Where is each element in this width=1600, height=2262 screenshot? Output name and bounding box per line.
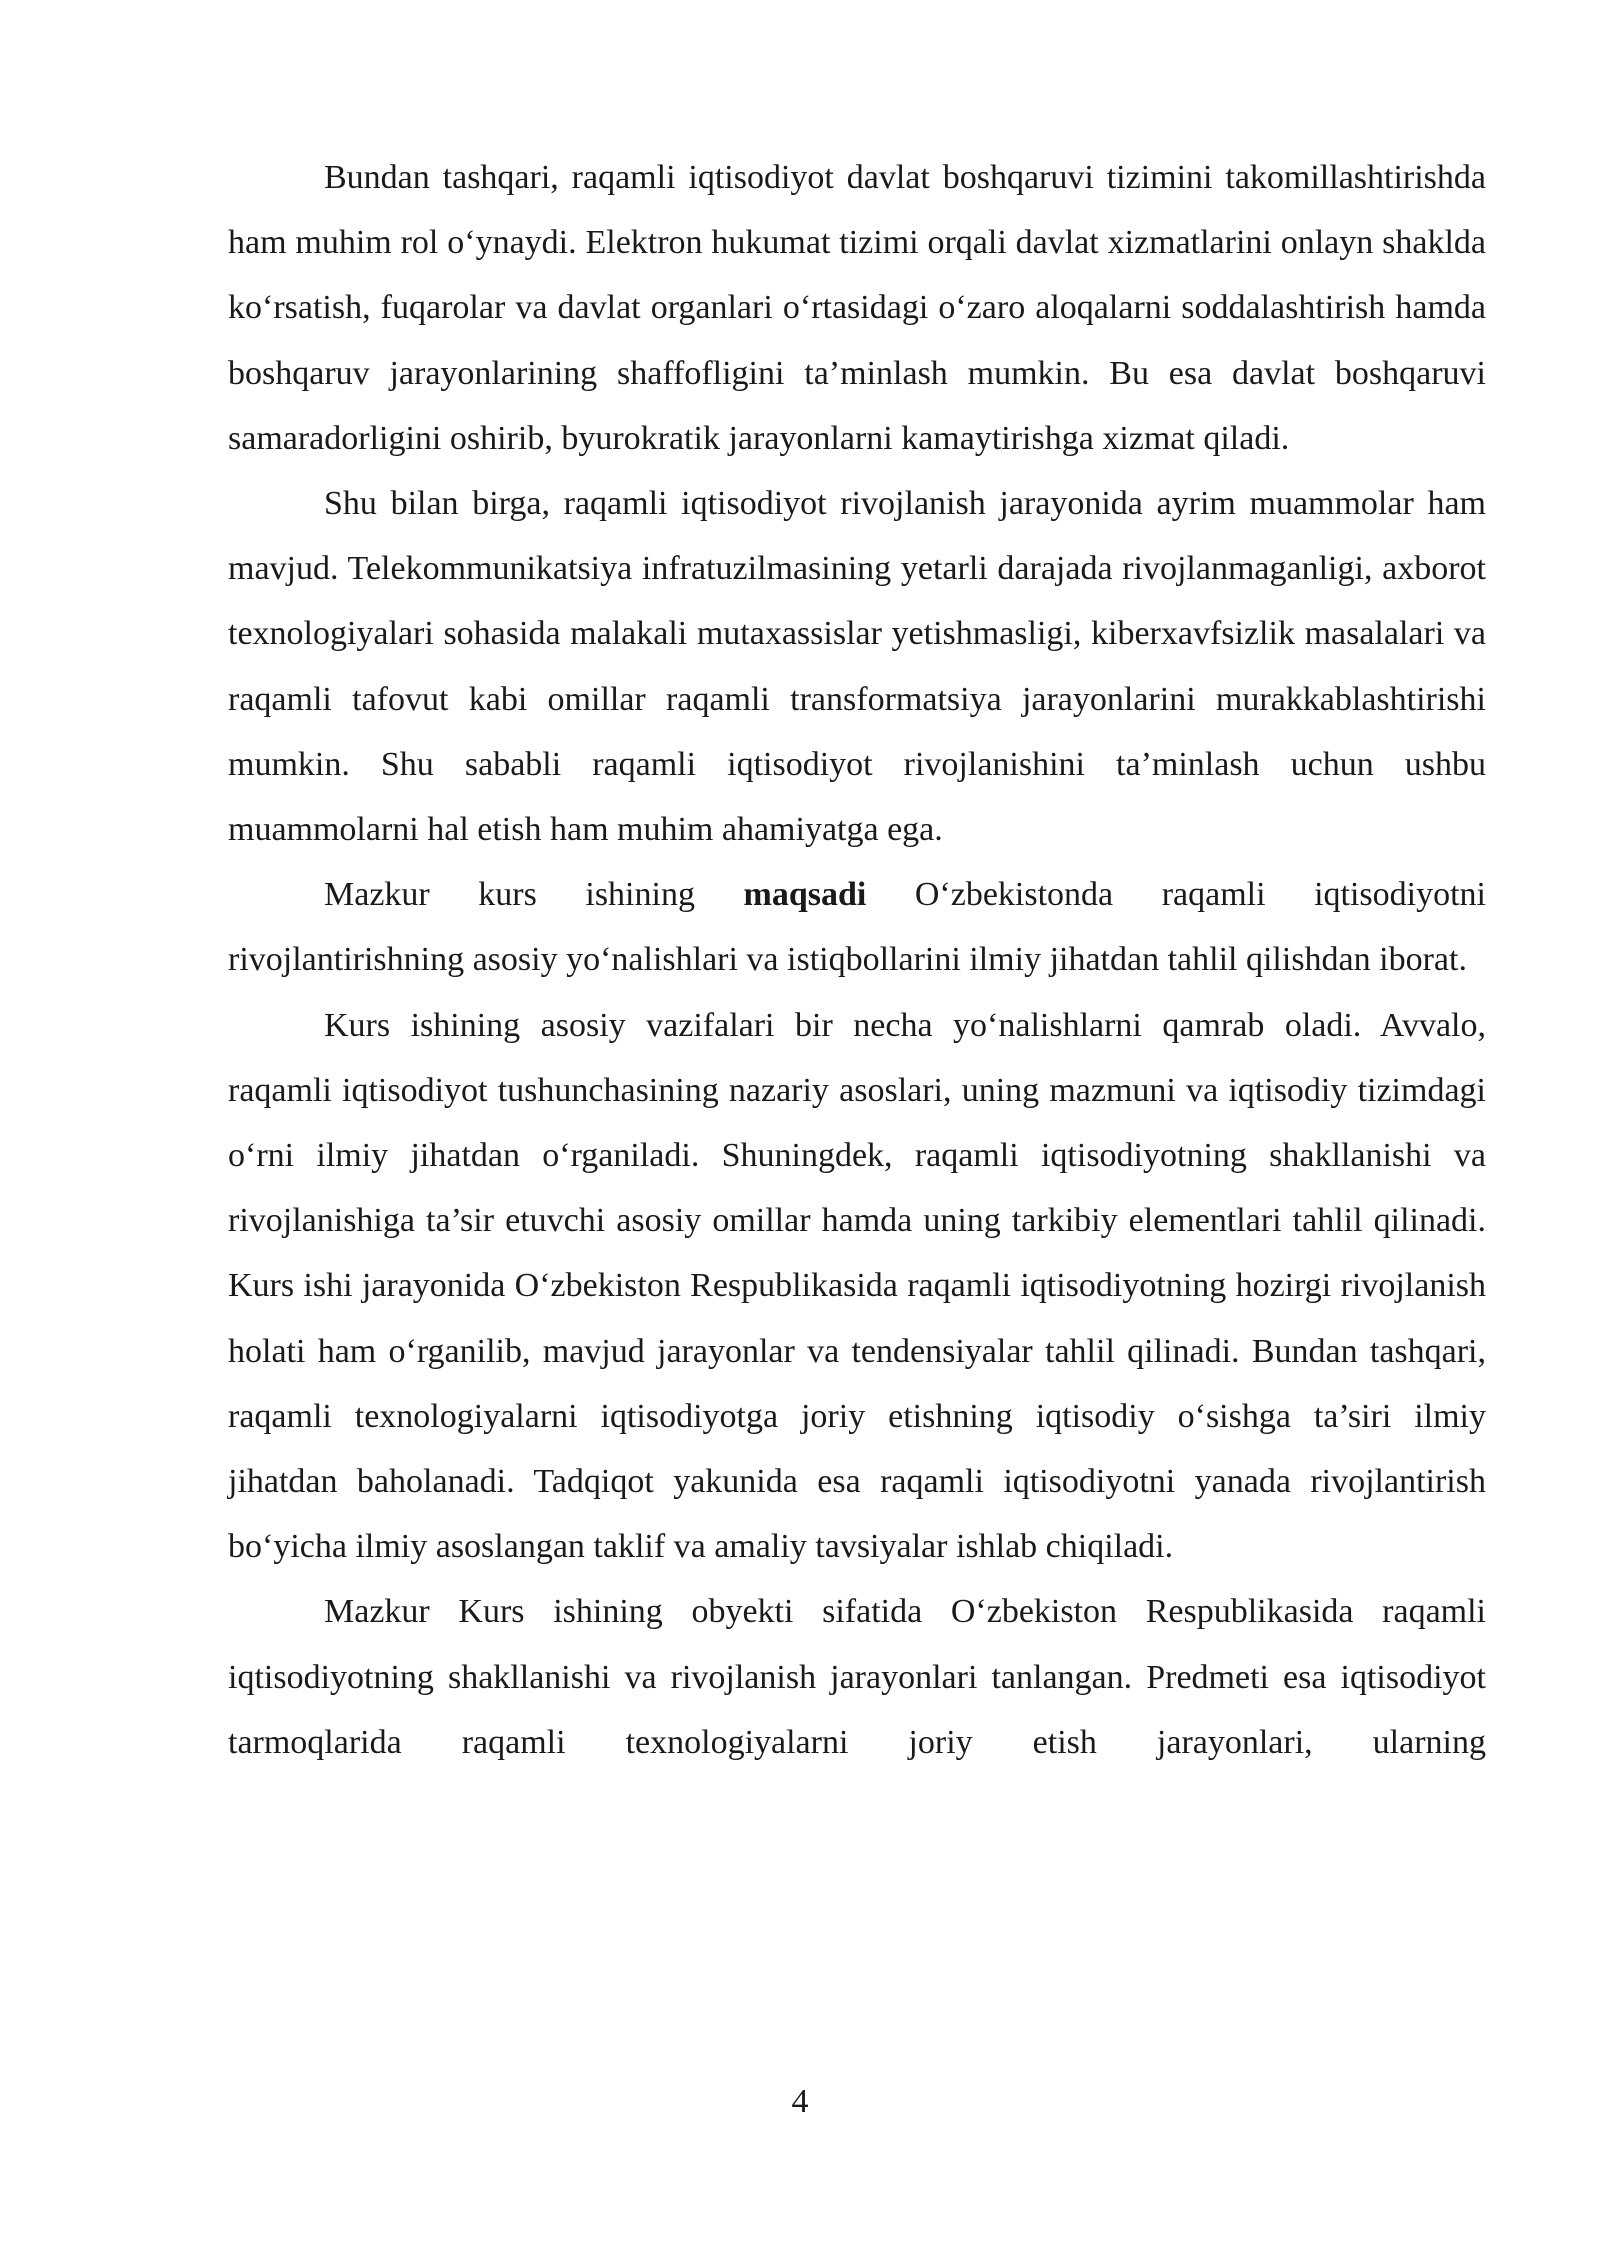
page-number: 4 bbox=[791, 2083, 809, 2120]
paragraph-5: Mazkur Kurs ishining obyekti sifatida O‘zbekiston Respublikasida raqamli iqtisodiyotning shakllanishi va rivojlanish jarayonlari tanlangan. Predmeti esa iqtisodiyot tarmoqlarida raqamli texnologiyalarni joriy etish jarayonlari, ularning bbox=[228, 1593, 1486, 1761]
paragraph-3 bbox=[228, 862, 1486, 992]
paragraph-4: Kurs ishining asosiy vazifalari bir necha yo‘nalishlarni qamrab oladi. Avvalo, raqamli iqtisodiyot tushunchasining nazariy asoslari, uning mazmuni va iqtisodiy tizimdagi o‘rni ilmiy jihatdan o‘rganiladi. Shuningdek, raqamli iqtisodiyotning shakllanishi va rivojlanishiga ta’sir etuvchi asosiy omillar hamda uning tarkibiy elementlari tahlil qilinadi. Kurs ishi jarayonida O‘zbekiston Respublikasida raqamli iqtisodiyotning hozirgi rivojlanish holati ham o‘rganilib, mavjud jarayonlar va tendensiyalar tahlil qilinadi. Bundan tashqari, raqamli texnologiyalarni iqtisodiyotga joriy etishning iqtisodiy o‘sishga ta’siri ilmiy jihatdan baholanadi. Tadqiqot yakunida esa raqamli iqtisodiyotni yanada rivojlantirish bo‘yicha ilmiy asoslangan taklif va amaliy tavsiyalar ishlab chiqiladi. bbox=[228, 1006, 1486, 1566]
paragraph-1: Bundan tashqari, raqamli iqtisodiyot davlat boshqaruvi tizimini takomillashtirishda ham muhim rol o‘ynaydi. Elektron hukumat tizimi orqali davlat xizmatlarini onlayn shaklda ko‘rsatish, fuqarolar va davlat organlari o‘rtasidagi o‘zaro aloqalarni soddalashtirish hamda boshqaruv jarayonlarining shaffofligini ta’minlash mumkin. Bu esa davlat boshqaruvi samaradorligini oshirib, byurokratik jarayonlarni kamaytirishga xizmat qiladi. bbox=[228, 159, 1486, 457]
bold-term-maqsadi: maqsadi bbox=[743, 876, 867, 914]
paragraph-2: Shu bilan birga, raqamli iqtisodiyot rivojlanish jarayonida ayrim muammolar ham mavjud. Telekommunikatsiya infratuzilmasining yetarli darajada rivojlanmaganligi, axborot texnologiyalari sohasida malakali mutaxassislar yetishmasligi, kiberxavfsizlik masalalari va raqamli tafovut kabi omillar raqamli transformatsiya jarayonlarini murakkablashtirishi mumkin. Shu sababli raqamli iqtisodiyot rivojlanishini ta’minlash uchun ushbu muammolarni hal etish ham muhim ahamiyatga ega. bbox=[228, 485, 1486, 849]
paragraph-3-rest: O‘zbekistonda raqamli iqtisodiyotni rivojlantirishning asosiy yo‘nalishlari va istiqbollarini ilmiy jihatdan tahlil qilishdan iborat. bbox=[228, 876, 1486, 979]
body-text bbox=[228, 145, 1486, 1775]
paragraph-3-lead: Mazkur kurs ishining bbox=[324, 876, 744, 914]
